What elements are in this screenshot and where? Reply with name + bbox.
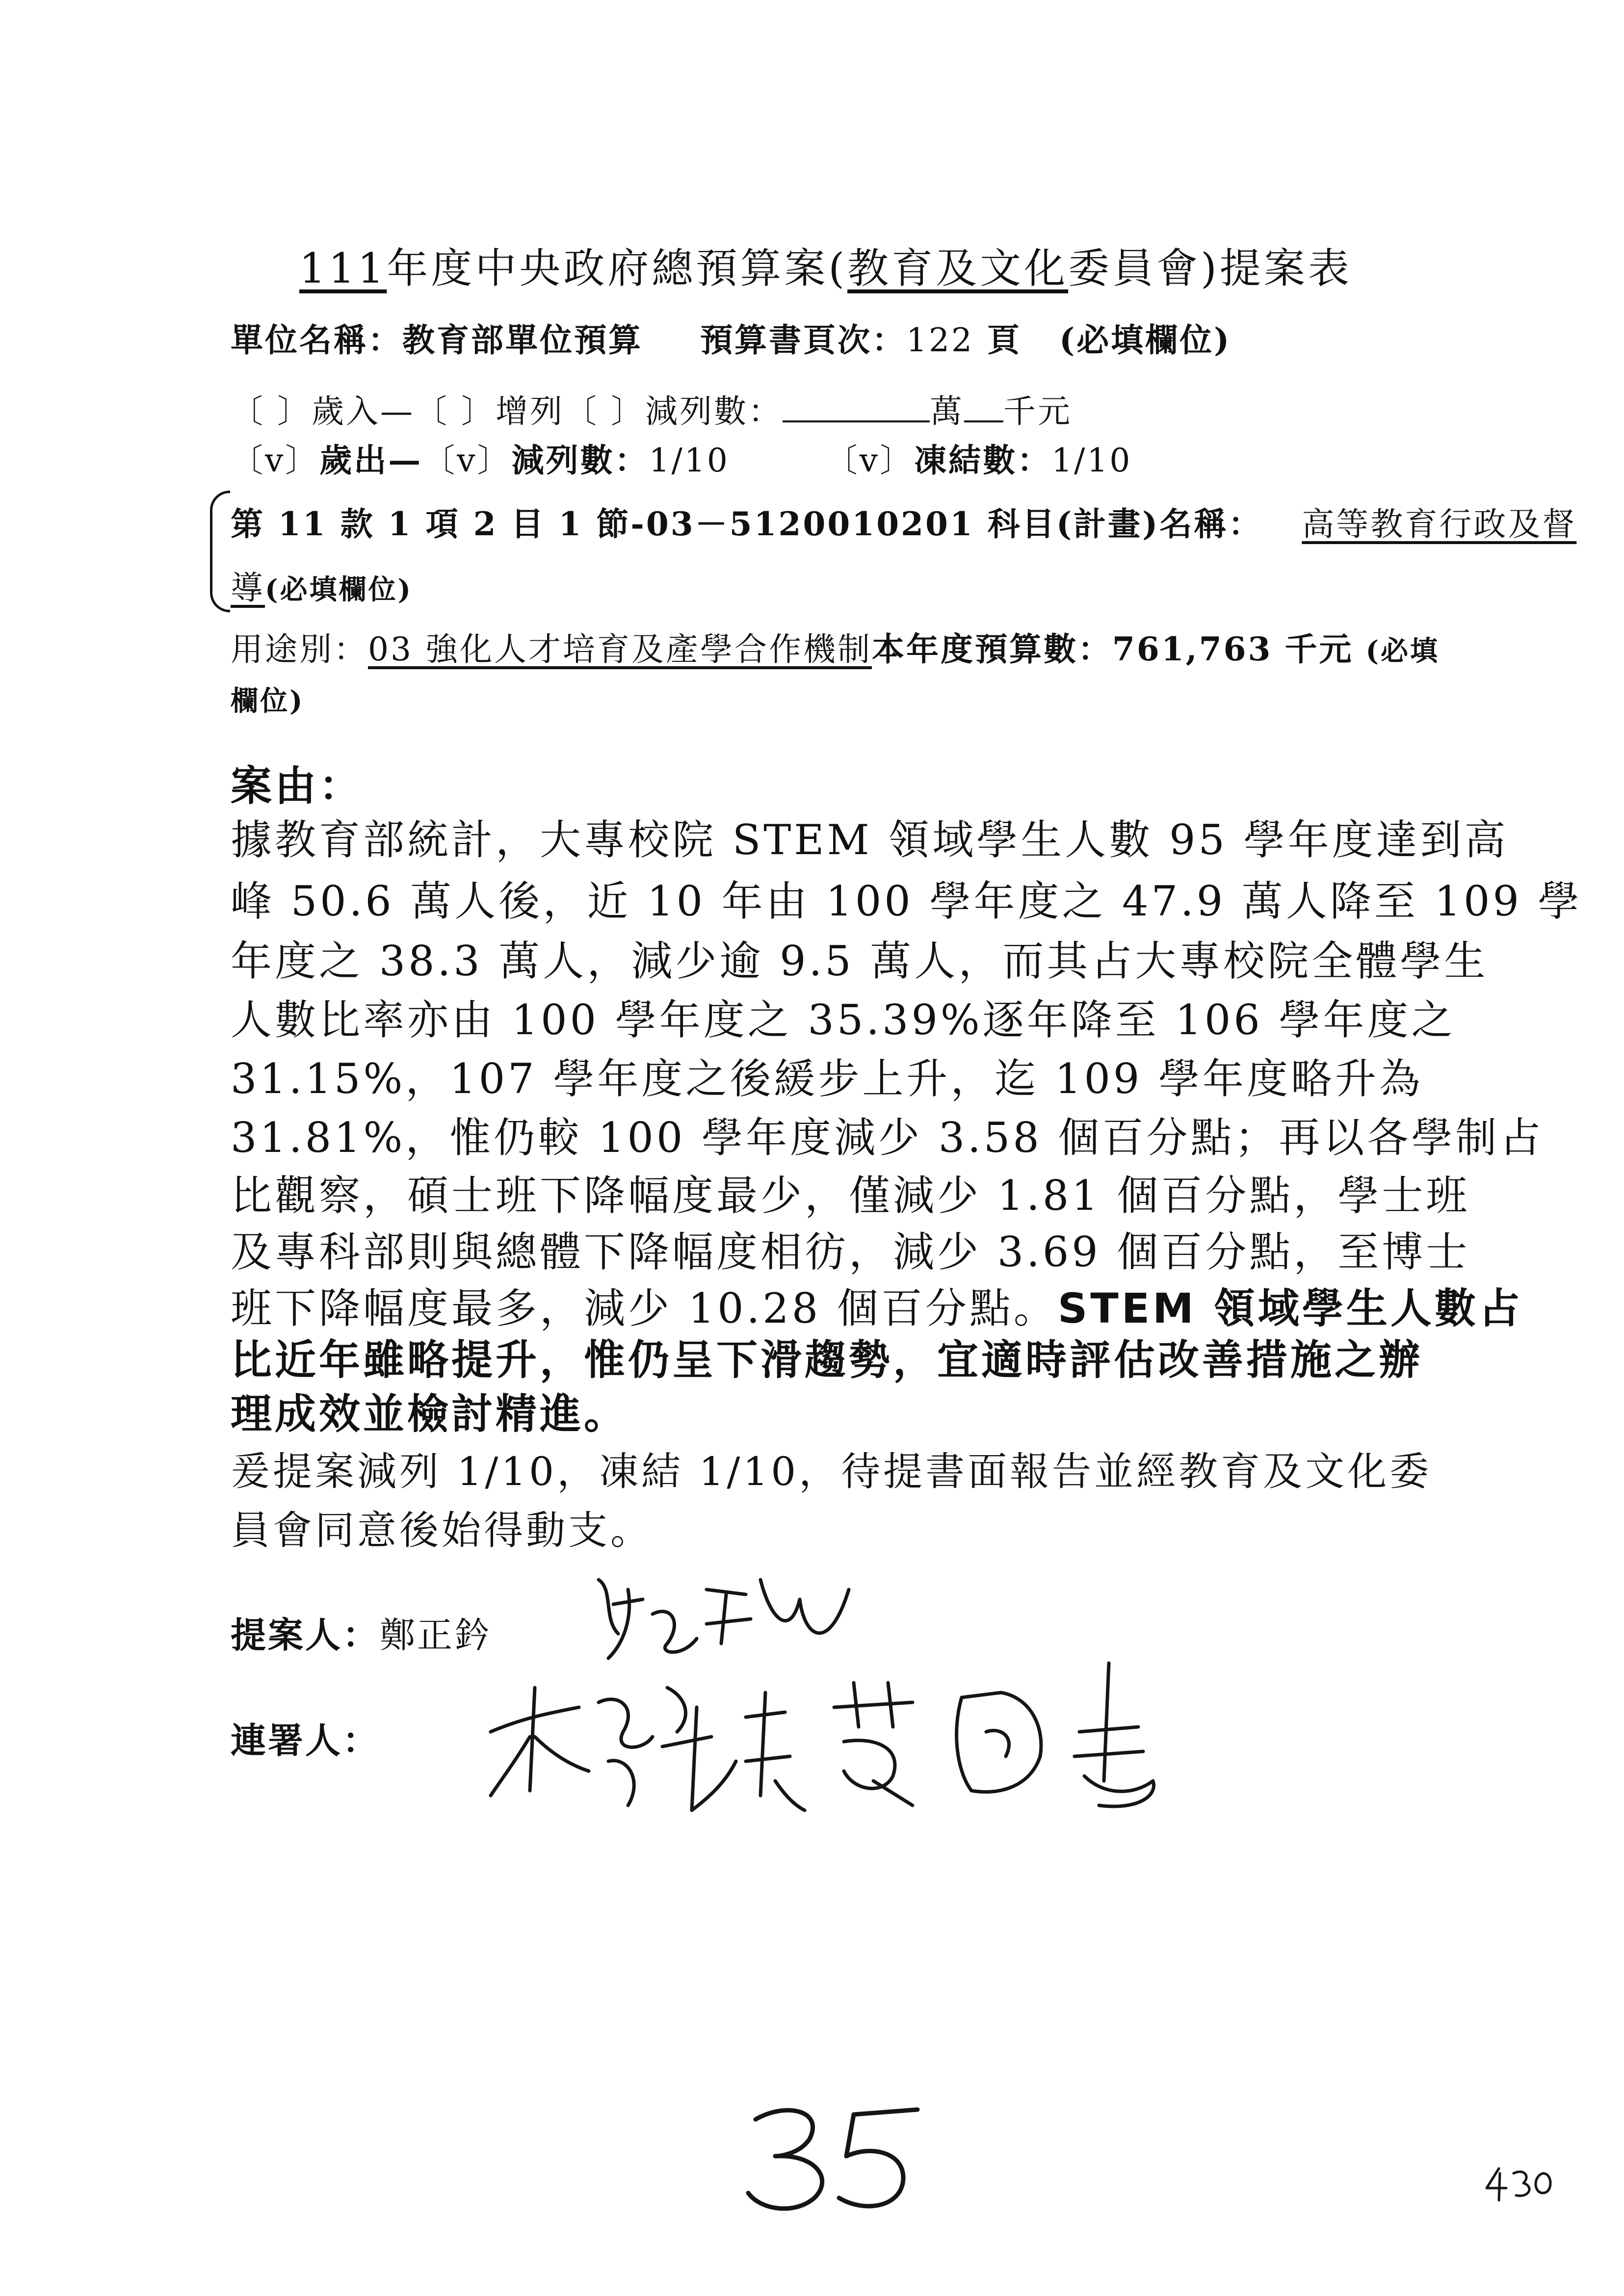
reduce-label: 減列數： xyxy=(511,441,649,479)
proposal-line-2: 員會同意後始得動支。 xyxy=(231,1508,653,1553)
usage-line-2 xyxy=(231,679,305,719)
proposal-line-1: 爰提案減列 1/10，凍結 1/10，待提書面報告並經教育及文化委 xyxy=(231,1449,1432,1494)
program-name-part2: 導 xyxy=(231,569,265,607)
cosigner-signatures xyxy=(481,1634,1217,1840)
freeze-check: 〔v〕 xyxy=(825,442,915,479)
revenue-line xyxy=(231,385,1072,432)
reason-line-8: 及專科部則與總體下降幅度相彷，減少 3.69 個百分點，至博士 xyxy=(231,1228,1470,1276)
usage-line xyxy=(231,623,1440,670)
page-unit: 頁 xyxy=(987,321,1022,359)
revenue-blank-qian xyxy=(964,420,1003,422)
page-number: 122 xyxy=(906,321,974,359)
revenue-text: 〔 〕歲入—〔 〕增列〔 〕減列數： xyxy=(231,392,783,430)
reason-line-3: 年度之 38.3 萬人，減少逾 9.5 萬人，而其占大專校院全體學生 xyxy=(231,937,1489,985)
reduce-value: 1/10 xyxy=(649,442,730,479)
handwritten-corner-number xyxy=(1484,2166,1563,2205)
reason-line-2: 峰 50.6 萬人後，近 10 年由 100 學年度之 47.9 萬人降至 109 學 xyxy=(231,877,1582,925)
reason-line-11: 理成效並檢討精進。 xyxy=(231,1390,629,1438)
freeze-value: 1/10 xyxy=(1051,442,1132,479)
page-label: 預算書頁次： xyxy=(700,321,906,359)
usage-required-a: (必填 xyxy=(1365,635,1440,667)
title-year: 111 xyxy=(299,244,387,292)
title-committee: 教育及文化 xyxy=(847,244,1069,292)
reason-line-10: 比近年雖略提升，惟仍呈下滑趨勢，宜適時評估改善措施之辦 xyxy=(231,1336,1423,1384)
title-text-b: 委員會)提案表 xyxy=(1068,244,1352,292)
usage-value: 03 強化人才培育及產學合作機制 xyxy=(368,630,872,668)
program-line xyxy=(231,498,1576,545)
cosigner-label: 連署人： xyxy=(231,1720,380,1761)
usage-required-b: 欄位) xyxy=(231,685,305,717)
reason-line-6: 31.81%，惟仍較 100 學年度減少 3.58 個百分點；再以各學制占 xyxy=(231,1114,1544,1162)
reason-line-7: 比觀察，碩士班下降幅度最少，僅減少 1.81 個百分點，學士班 xyxy=(231,1172,1470,1220)
reason-line-9 xyxy=(231,1276,1523,1335)
reason-line-1: 據教育部統計，大專校院 STEM 領域學生人數 95 學年度達到高 xyxy=(231,816,1509,864)
reason-line-9a: 班下降幅度最多，減少 10.28 個百分點。 xyxy=(231,1284,1058,1332)
title-text-a: 年度中央政府總預算案( xyxy=(387,244,848,292)
program-bracket xyxy=(210,491,230,612)
freeze-label: 凍結數： xyxy=(914,441,1052,479)
reason-line-4: 人數比率亦由 100 學年度之 35.39%逐年降至 106 學年度之 xyxy=(231,996,1456,1044)
budget-label: 本年度預算數： xyxy=(871,630,1112,668)
reason-line-5: 31.15%，107 學年度之後緩步上升，迄 109 學年度略升為 xyxy=(231,1055,1424,1103)
expense-label: 歲出— xyxy=(319,441,423,479)
unit-name: 教育部單位預算 xyxy=(402,321,643,359)
reduce-check: 〔v〕 xyxy=(422,442,512,479)
budget-value: 761,763 xyxy=(1112,630,1273,668)
unit-wan: 萬 xyxy=(929,392,964,430)
reason-heading: 案由： xyxy=(231,761,364,810)
reason-line-9b: STEM 領域學生人數占 xyxy=(1057,1284,1523,1332)
program-required: (必填欄位) xyxy=(265,574,413,606)
expense-check: 〔v〕 xyxy=(231,442,320,479)
required-note: (必填欄位) xyxy=(1059,321,1231,359)
handwritten-page-number xyxy=(746,2100,932,2218)
expense-line xyxy=(231,434,1132,481)
budget-unit: 千元 xyxy=(1284,630,1354,668)
form-title xyxy=(299,235,1352,295)
unit-label: 單位名稱： xyxy=(231,321,402,359)
unit-qian: 千元 xyxy=(1003,392,1072,430)
revenue-blank-wan xyxy=(783,420,930,422)
proposer-name: 鄭正鈐 xyxy=(380,1615,492,1656)
proposer-line xyxy=(231,1607,492,1658)
program-name-part1: 高等教育行政及督 xyxy=(1302,505,1577,543)
program-line-2 xyxy=(231,562,413,608)
program-prefix: 第 11 款 1 項 2 目 1 節-03－5120010201 科目(計畫)名稱： xyxy=(231,505,1263,543)
usage-label: 用途別： xyxy=(231,630,368,668)
proposer-label: 提案人： xyxy=(231,1614,380,1656)
unit-line xyxy=(231,314,1231,361)
